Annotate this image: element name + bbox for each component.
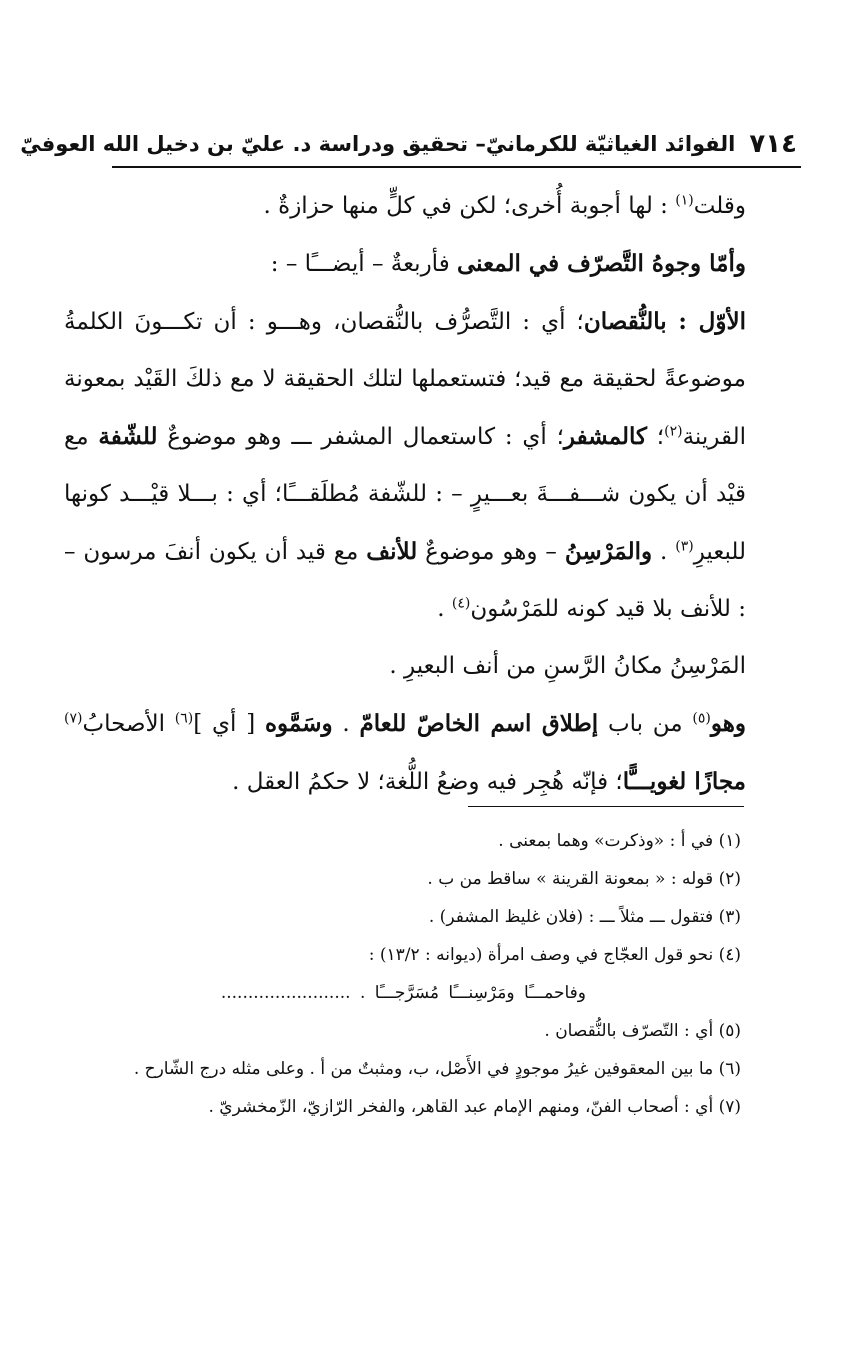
page-number: ٧١٤ — [749, 129, 797, 159]
footnote-separator — [468, 806, 744, 807]
text-run: . — [437, 596, 452, 622]
footnote-ref: (١) — [675, 192, 694, 209]
text-run: ؛ فإنّه هُجِر فيه وضعُ اللُّغة؛ لا حكمُ العقل . — [232, 769, 623, 795]
paragraph-4: المَرْسِنُ مكانُ الرَّسنِ من أنف البعيرِ . — [389, 653, 746, 679]
footnote-2: (٢) قوله : « بمعونة القرينة » ساقط من ب . — [427, 869, 741, 889]
bold-term: كالمشفر — [563, 423, 647, 450]
footnote-ref: (٣) — [675, 538, 694, 555]
running-header — [20, 124, 797, 164]
bold-term: والمَرْسِنُ — [564, 538, 653, 565]
footnote-3: (٣) فتقول ـــ مثلاً ـــ : (فلان غليظ المشفر) . — [428, 907, 741, 927]
footnote-ref: (٢) — [664, 423, 683, 440]
bold-term: وهو — [710, 710, 747, 737]
paragraph-1 — [64, 178, 801, 235]
text-run: ؛ — [647, 424, 665, 450]
paragraph-3 — [64, 293, 801, 638]
footnote-4: (٤) نحو قول العجّاج في وصف امرأة (ديوانه : ١٣/٢) : — [368, 945, 741, 965]
text-run: وقلت — [693, 193, 746, 219]
bold-term: للأنف — [366, 538, 418, 565]
text-run: مع قيد أن يكون أنفَ مرسون – : للأنف بلا قيد كونه للمَرْسُون — [64, 539, 746, 622]
bold-term: وسَمَّوه — [264, 710, 333, 737]
text-run: ؛ أي : التَّصرُّف بالنُّقصان، وهـــو : أن تكـــونَ الكلمةُ موضوعةً لحقيقة مع قيد؛ فتستعملها لتلك الحقيقة لا مع ذلكَ القَيْد بمعونة القرينة — [64, 309, 746, 450]
footnote-ref: (٥) — [692, 710, 711, 727]
bold-term: إطلاق اسم الخاصّ للعامّ — [359, 710, 599, 737]
footnote-1: (١) في أ : «وذكرت» وهما بمعنى . — [498, 831, 741, 851]
footnote-6: (٦) ما بين المعقوفين غيرُ موجودٍ في الأَصْل، ب، ومثبتٌ من أ . وعلى مثله درج الشّارح . — [133, 1059, 741, 1079]
text-run: : لها أجوبة أُخرى؛ لكن في كلٍّ منها حزازةٌ . — [263, 193, 676, 219]
text-run: مع قيْد أن يكون شـــفـــةَ بعـــيرٍ – : للشّفة مُطلَقـــًا؛ أي : بـــلا قيْـــد كونها للبعيرِ — [64, 424, 747, 565]
text-run: . — [332, 711, 360, 737]
text-run: [ أي ] — [193, 711, 265, 737]
text-run: فأربعةٌ – أيضـــًا – : — [270, 251, 457, 277]
text-run: – وهو موضوعٌ — [417, 539, 565, 565]
main-text — [64, 178, 801, 811]
text-run: ؛ أي : كاستعمال المشفر ـــ وهو موضوعٌ — [157, 424, 564, 450]
footnote-4-verse: وفاحمـــًا ومَرْسِنـــًا مُسَرَّجـــًا . ........................ — [220, 983, 586, 1003]
text-run: الأصحابُ — [82, 711, 175, 737]
bold-term: مجازًا لغويـــًّا — [622, 768, 746, 795]
footnote-ref: (٤) — [451, 595, 471, 612]
bold-term: الأوّل : بالنُّقصان — [583, 308, 747, 335]
text-run: . — [652, 539, 676, 565]
bold-term: للشّفة — [98, 423, 158, 450]
running-title: الفوائد الغياثيّة للكرمانيّ– تحقيق ودراسة د. عليّ بن دخيل الله العوفيّ — [20, 132, 736, 156]
footnotes — [66, 822, 741, 1126]
footnote-5: (٥) أي : التّصرّف بالنُّقصان . — [544, 1021, 741, 1041]
footnote-7: (٧) أي : أصحاب الفنّ، ومنهم الإمام عبد القاهر، والفخر الرّازيّ، الزّمخشريّ . — [208, 1097, 741, 1117]
paragraph-2 — [64, 235, 801, 293]
bold-term: وأمّا وجوهُ التَّصرّف في المعنى — [457, 250, 746, 277]
footnote-ref: (٦) — [174, 710, 194, 727]
text-run: من باب — [598, 711, 693, 737]
footnote-ref: (٧) — [64, 710, 83, 727]
header-rule — [112, 166, 801, 168]
paragraph-5 — [64, 695, 801, 811]
